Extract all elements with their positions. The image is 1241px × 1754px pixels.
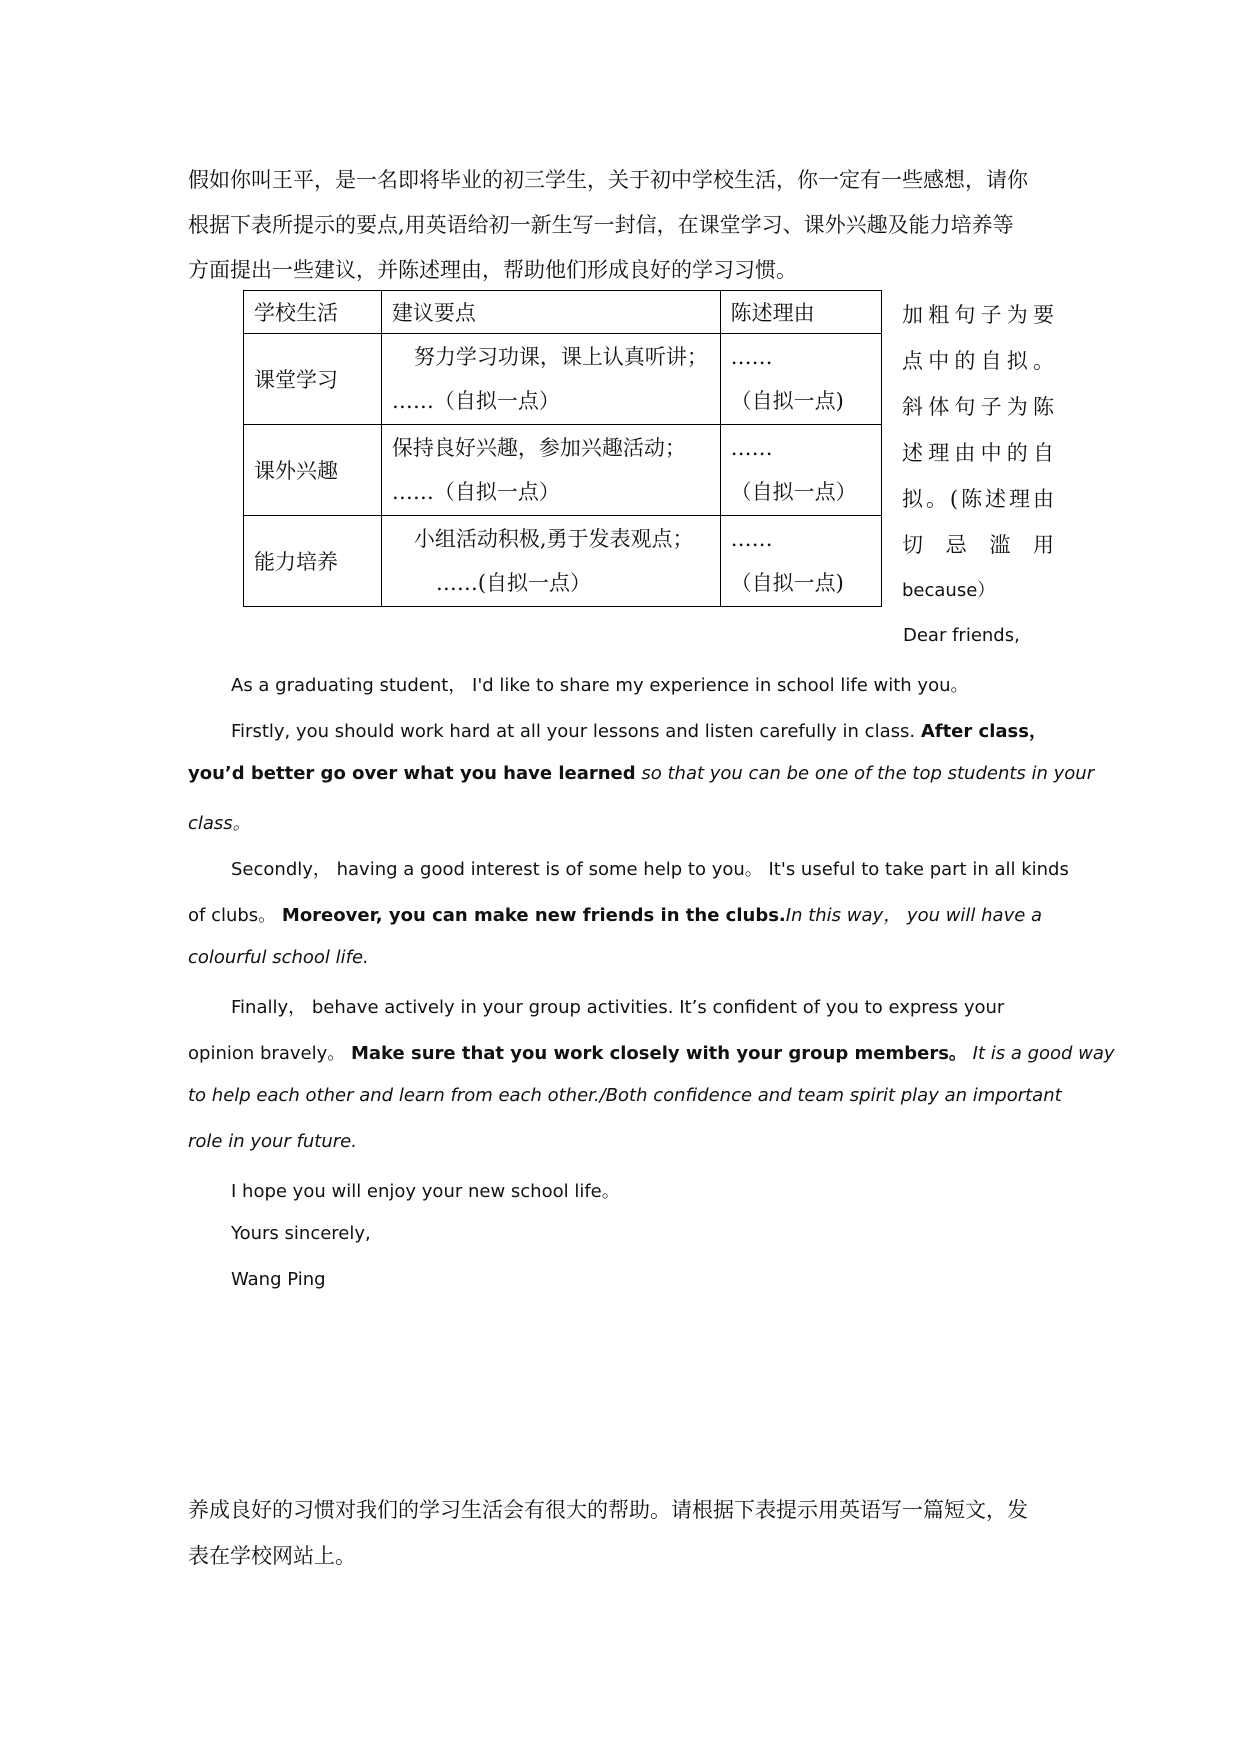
reason-line: （自拟一点） bbox=[730, 480, 857, 504]
letter-paragraph-4-line-3 bbox=[188, 1085, 1062, 1106]
side-note-line: 拟。(陈述理由 bbox=[902, 487, 1054, 511]
point-line: 保持良好兴趣，参加兴趣活动； bbox=[391, 436, 686, 460]
requirements-table bbox=[243, 290, 882, 607]
header-school-life: 学校生活 bbox=[244, 291, 382, 334]
reason-line: …… bbox=[730, 527, 773, 551]
table-row bbox=[244, 516, 882, 607]
italic-run: to help each other and learn from each other./Both confidence and team spirit play an important bbox=[188, 1085, 1062, 1106]
text-run: opinion bravely。 bbox=[188, 1043, 351, 1064]
letter-paragraph-4-line-2 bbox=[188, 1039, 1115, 1065]
letter-paragraph-3-line-1: Secondly， having a good interest is of some help to you。 It's useful to take part in all kinds bbox=[231, 859, 1069, 880]
bold-run: you’d better go over what you have learned bbox=[188, 763, 636, 784]
reason-line: （自拟一点) bbox=[730, 571, 844, 595]
letter-closing: Yours sincerely, bbox=[231, 1223, 371, 1244]
point-line: ……（自拟一点） bbox=[391, 389, 560, 413]
letter-paragraph-2-line-1 bbox=[231, 717, 1047, 743]
row-reasons bbox=[720, 516, 881, 607]
intro-line-3: 方面提出一些建议，并陈述理由，帮助他们形成良好的学习习惯。 bbox=[188, 258, 797, 282]
row-points bbox=[381, 334, 720, 425]
side-note-line: 斜体句子为陈 bbox=[902, 395, 1054, 419]
table-row bbox=[244, 334, 882, 425]
text-run: Firstly, you should work hard at all your lessons and listen carefully in class. bbox=[231, 721, 921, 742]
letter-paragraph-4-line-4 bbox=[188, 1131, 357, 1152]
row-area: 能力培养 bbox=[244, 516, 382, 607]
italic-run: so that you can be one of the top students in your bbox=[635, 763, 1095, 784]
row-area: 课外兴趣 bbox=[244, 425, 382, 516]
reason-line: …… bbox=[730, 345, 773, 369]
letter-paragraph-3-line-2 bbox=[188, 901, 1042, 927]
italic-run: It is a good way bbox=[966, 1043, 1115, 1064]
letter-paragraph-2-line-2 bbox=[188, 763, 1094, 784]
italic-run: role in your future. bbox=[188, 1131, 357, 1152]
letter-paragraph-1: As a graduating student， I'd like to share my experience in school life with you。 bbox=[231, 675, 969, 696]
letter-greeting: Dear friends, bbox=[903, 625, 1020, 646]
side-note-line: 述理由中的自 bbox=[902, 441, 1054, 465]
side-note-line: 加粗句子为要 bbox=[902, 303, 1054, 327]
bold-run: After class， bbox=[920, 721, 1047, 742]
letter-paragraph-3-line-3 bbox=[188, 947, 369, 968]
reason-line: …… bbox=[730, 436, 773, 460]
row-reasons bbox=[720, 425, 881, 516]
letter-paragraph-5: I hope you will enjoy your new school life。 bbox=[231, 1181, 620, 1202]
table-header-row bbox=[244, 291, 882, 334]
second-task-line-1: 养成良好的习惯对我们的学习生活会有很大的帮助。请根据下表提示用英语写一篇短文，发 bbox=[188, 1498, 1028, 1522]
side-note-line: 点中的自拟。 bbox=[902, 349, 1054, 373]
intro-line-2: 根据下表所提示的要点,用英语给初一新生写一封信，在课堂学习、课外兴趣及能力培养等 bbox=[188, 213, 1014, 237]
bold-run: Moreover, you can make new friends in the clubs. bbox=[281, 905, 786, 926]
letter-signature: Wang Ping bbox=[231, 1269, 326, 1290]
bold-run: Make sure that you work closely with your group members。 bbox=[350, 1043, 967, 1064]
point-line: 小组活动积极,勇于发表观点； bbox=[413, 527, 694, 551]
italic-run: In this way， you will have a bbox=[785, 905, 1043, 926]
side-note-line: because） bbox=[902, 580, 996, 601]
row-area: 课堂学习 bbox=[244, 334, 382, 425]
header-suggestions: 建议要点 bbox=[381, 291, 720, 334]
italic-run: colourful school life. bbox=[188, 947, 369, 968]
letter-paragraph-4-line-1: Finally， behave actively in your group activities. It’s confident of you to express your bbox=[231, 997, 1005, 1018]
intro-line-1: 假如你叫王平，是一名即将毕业的初三学生，关于初中学校生活，你一定有一些感想，请你 bbox=[188, 168, 1028, 192]
italic-run: class。 bbox=[188, 813, 251, 834]
point-line: ……(自拟一点） bbox=[435, 571, 592, 595]
table-row bbox=[244, 425, 882, 516]
header-reasons: 陈述理由 bbox=[720, 291, 881, 334]
row-reasons bbox=[720, 334, 881, 425]
row-points bbox=[381, 516, 720, 607]
row-points bbox=[381, 425, 720, 516]
second-task-line-2: 表在学校网站上。 bbox=[188, 1544, 356, 1568]
side-note bbox=[902, 292, 1054, 614]
side-note-line: 切 忌 滥 用 bbox=[902, 533, 1054, 557]
text-run: of clubs。 bbox=[188, 905, 282, 926]
point-line: 努力学习功课，课上认真听讲； bbox=[413, 345, 708, 369]
reason-line: （自拟一点) bbox=[730, 389, 844, 413]
point-line: ……（自拟一点） bbox=[391, 480, 560, 504]
letter-paragraph-2-line-3 bbox=[188, 809, 251, 835]
